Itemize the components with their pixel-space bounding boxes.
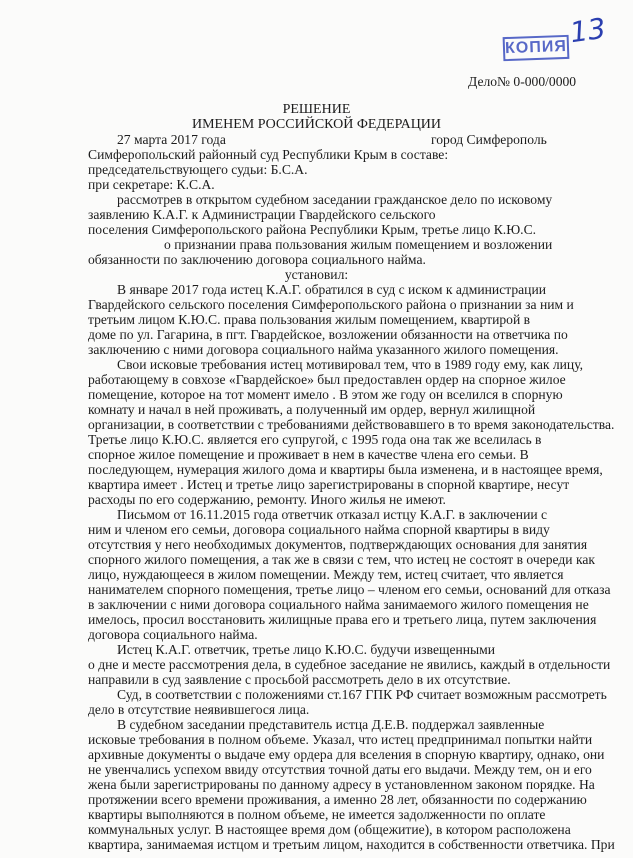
text-line: имелось, просил восстановить жилищные права его и третьего лица, путем заключения <box>88 612 597 627</box>
text-line: нанимателем спорного помещения, третье лицо – членом его семьи, оснований для отказа <box>88 582 611 597</box>
text-line: Истец К.А.Г. ответчик, третье лицо К.Ю.С. будучи извещенными <box>117 642 496 657</box>
text-line: обязанности по заключению договора социального найма. <box>88 252 426 267</box>
text-line: спорного жилого помещения, а так же в связи с тем, что истец не состоят в очереди как <box>88 552 596 567</box>
text-line: председательствующего судьи: Б.С.А. <box>88 162 308 177</box>
text-line: не увенчались успехом ввиду отсутствия точной даты его выдачи. Между тем, он и его <box>88 762 592 777</box>
document-title: РЕШЕНИЕ <box>282 102 351 117</box>
text-line: расходы по его содержанию, ремонту. Иного жилья не имеют. <box>88 492 446 507</box>
text-line: В судебном заседании представитель истца Д.Е.В. поддержал заявленные <box>117 717 545 732</box>
copy-stamp: КОПИЯ <box>503 35 570 61</box>
text-line: протяжении всего времени проживания, а именно 28 лет, обязанности по содержанию <box>88 792 587 807</box>
text-line: о дне и месте рассмотрения дела, в судебное заседание не явились, каждый в отдельности <box>88 657 611 672</box>
decision-city: город Симферополь <box>431 132 547 147</box>
text-line: лицо, нуждающееся в жилом помещении. Между тем, истец считает, что является <box>88 567 564 582</box>
text-line: квартира имеет . Истец и третье лицо зарегистрированы в спорной квартире, несут <box>88 477 570 492</box>
decision-date: 27 марта 2017 года <box>117 132 226 147</box>
text-line: Симферопольский районный суд Республики Крым в составе: <box>88 147 449 162</box>
text-line: архивные документы о выдаче ему ордера для вселения в спорную квартиру, однако, они <box>88 747 605 762</box>
text-line: Третье лицо К.Ю.С. является его супругой, с 1995 года она так же вселилась в <box>88 432 542 447</box>
text-line: исковые требования в полном объеме. Указал, что истец предпринимал попытки найти <box>88 732 593 747</box>
text-line: Свои исковые требования истец мотивировал тем, что в 1989 году ему, как лицу, <box>117 357 584 372</box>
text-line: работающему в совхозе «Гвардейское» был предоставлен ордер на спорное жилое <box>88 372 566 387</box>
text-line: помещение, которое на тот момент имело . В этом же году он вселился в спорную <box>88 387 563 402</box>
text-line: коммунальных услуг. В настоящее время дом (общежитие), в котором расположена <box>88 822 571 837</box>
text-line: спорное жилое помещение и проживает в нем в качестве члена его семьи. В <box>88 447 529 462</box>
text-line: заявлению К.А.Г. к Администрации Гвардейского сельского <box>88 207 436 222</box>
text-line: комнату и начал в ней проживать, а полученный им ордер, вернул жилищной <box>88 402 536 417</box>
text-line: заключению с ними договора социального найма указанного жилого помещения. <box>88 342 559 357</box>
text-line: жена были зарегистрированы по данному адресу в установленном законом порядке. На <box>88 777 595 792</box>
text-line: поселения Симферопольского района Республики Крым, третье лицо К.Ю.С. <box>88 222 537 237</box>
text-line: третьим лицом К.Ю.С. права пользования жилым помещением, квартирой в <box>88 312 531 327</box>
text-line: дело в отсутствие неявившегося лица. <box>88 702 310 717</box>
text-line: о признании права пользования жилым помещением и возложении <box>164 237 553 252</box>
text-line: последующем, нумерация жилого дома и квартиры была изменена, и в настоящее время, <box>88 462 603 477</box>
section-heading: установил: <box>284 267 349 282</box>
text-line: отсутствия у него необходимых документов, подтверждающих основания для занятия <box>88 537 588 552</box>
text-line: договора социального найма. <box>88 627 258 642</box>
text-line: квартиры выполняются в полном объеме, не имеется задолженности по оплате <box>88 807 546 822</box>
text-line: в заключении с ними договора социального найма занимаемого жилого помещения не <box>88 597 589 612</box>
text-line: при секретаре: К.С.А. <box>88 177 215 192</box>
text-line: направили в суд заявление с просьбой рассмотреть дело в их отсутствие. <box>88 672 511 687</box>
case-number: Дело№ 0-000/0000 <box>468 74 577 89</box>
document-subtitle: ИМЕНЕМ РОССИЙСКОЙ ФЕДЕРАЦИИ <box>191 117 442 132</box>
text-line: Письмом от 16.11.2015 года ответчик отказал истцу К.А.Г. в заключении с <box>117 507 548 522</box>
text-line: Гвардейского сельского поселения Симферопольского района о признании за ним и <box>88 297 574 312</box>
text-line: Суд, в соответствии с положениями ст.167 ГПК РФ считает возможным рассмотреть <box>117 687 607 702</box>
text-line: рассмотрев в открытом судебном заседании гражданское дело по исковому <box>117 192 553 207</box>
text-line: В январе 2017 года истец К.А.Г. обратился в суд с иском к администрации <box>117 282 546 297</box>
text-line: доме по ул. Гагарина, в пгт. Гвардейское, возложении обязанности на ответчика по <box>88 327 568 342</box>
text-line: организации, в соответствии с требованиями действовавшего в то время законодательства. <box>88 417 615 432</box>
handwritten-page-number: 13 <box>567 11 608 50</box>
text-line: квартира, занимаемая истцом и третьим лицом, находится в собственности ответчика. При <box>88 837 615 852</box>
text-line: ним и членом его семьи, договора социального найма спорной квартиры в виду <box>88 522 550 537</box>
